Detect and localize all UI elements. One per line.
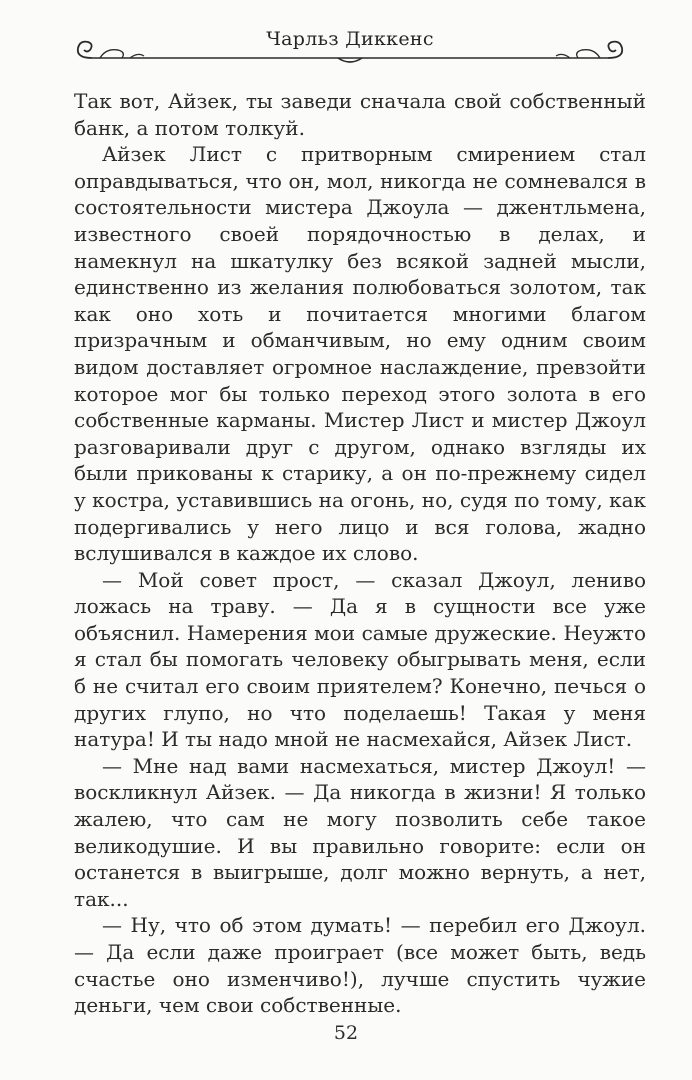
page-number: 52 (333, 1022, 359, 1044)
body-text (74, 88, 646, 1019)
paragraph: — Мой совет прост, — сказал Джоул, лениво ложась на траву. — Да я в сущности все уже объяснил. Намерения мои самые дружеские. Неужто я стал бы помогать человеку обыгрывать меня, если б не считал его своим приятелем? Конечно, печься о других глупо, но что поделаешь! Такая у меня натура! И ты надо мной не насмехайся, Айзек Лист. (74, 567, 646, 752)
running-head: Чарльз Диккенс (266, 28, 434, 50)
paragraph: Айзек Лист с притворным смирением стал оправдываться, что он, мол, никогда не сомневался в состоятельности мистера Джоула — джентльмена, известного своей порядочностью в делах, и намекнул на шкатулку без всякой задней мысли, единственно из желания полюбоваться золотом, так как оно хоть и почитается многими благом призрачным и обманчивым, но ему одним своим видом доставляет огромное наслаждение, превзойти которое мог бы только переход этого золота в его собственные карманы. Мистер Лист и мистер Джоул разговаривали друг с другом, однако взгляды их были прикованы к старику, а он по-прежнему сидел у костра, уставившись на огонь, но, судя по тому, как подергивались у него лицо и вся голова, жадно вслушивался в каждое их слово. (74, 142, 646, 566)
paragraph: Так вот, Айзек, ты заведи сначала свой собственный банк, а потом толкуй. (74, 89, 646, 140)
paragraph: — Ну, что об этом думать! — перебил его Джоул. — Да если даже проиграет (все может быть, ведь счастье оно изменчиво!), лучше спустить чужие деньги, чем свои собственные. (74, 913, 646, 1018)
paragraph: — Мне над вами насмехаться, мистер Джоул! — воскликнул Айзек. — Да никогда в жизни! Я только жалею, что сам не могу позволить себе такое великодушие. И вы правильно говорите: если он останется в выигрыше, долг можно вернуть, а нет, так... (74, 753, 646, 911)
page-header (70, 20, 630, 70)
